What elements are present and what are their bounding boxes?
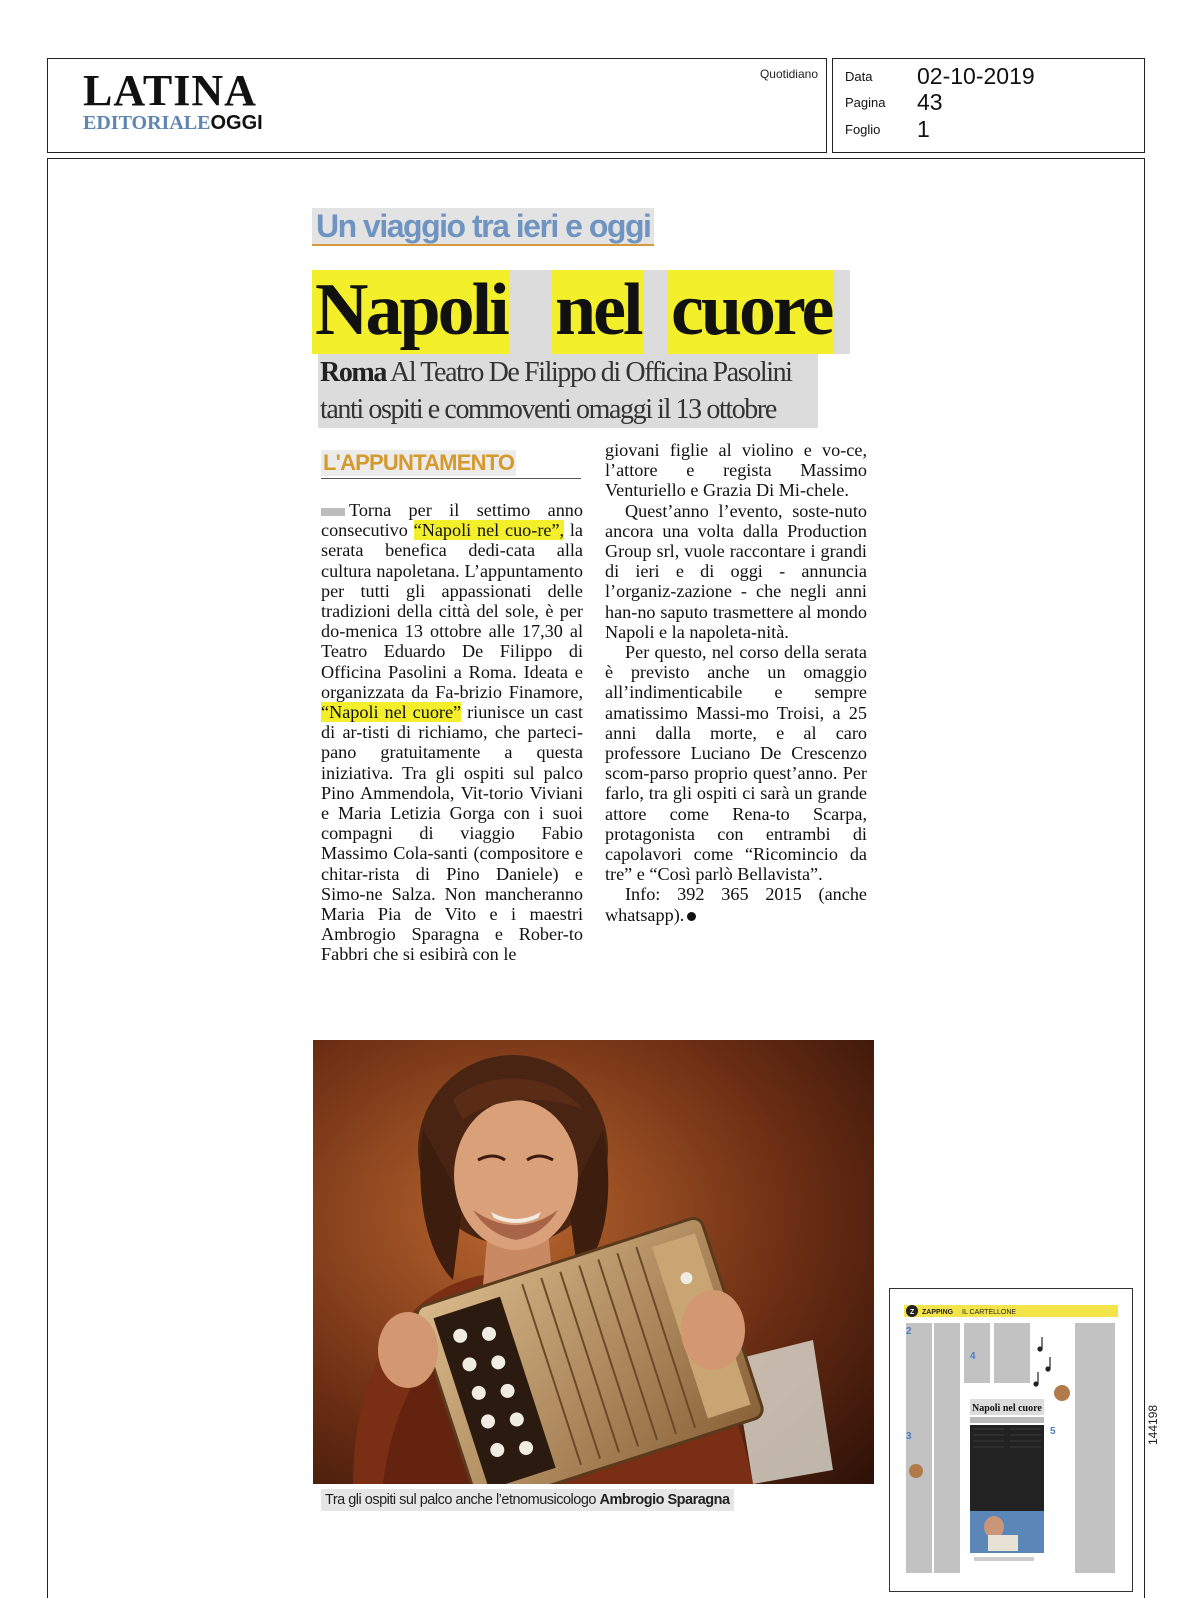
col1-text-b: la serata benefica dedi-cata alla cultura napoletana. L’appuntamento per tutti gli appassionati delle tradizioni della città del sole, è per do-menica 13 ottobre alle 17,30 al Teatro Eduardo De Filippo di Officina Pasolini a Roma. Ideata e organizzata da Fa-brizio Finamore, [321,520,583,702]
info-text: Info: 392 365 2015 (anche whatsapp). [605,884,867,925]
subhead-line1: Al Teatro De Filippo di Officina Pasolini [385,357,792,388]
masthead-box [47,58,827,153]
caption-name: Ambrogio Sparagna [599,1492,730,1508]
headline-word: cuore [668,270,834,354]
section-divider [321,478,581,479]
publication-type: Quotidiano [759,67,818,81]
thumb-headline: Napoli nel cuore [972,1403,1042,1414]
article-photo [313,1040,874,1484]
meta-foglio-row [845,116,930,143]
col2-paragraph: giovani figlie al violino e vo-ce, l’attore e regista Massimo Venturiello e Grazia Di Mi-chele. [605,440,867,501]
foglio-value: 1 [917,116,930,142]
logo-latina: LATINA [83,66,257,115]
logo-oggi: OGGI [210,112,263,134]
photo-caption [321,1489,734,1511]
thumb-num: 2 [906,1326,912,1337]
highlight-napoli-nel-cuore: “Napoli nel cuo-re”, [413,520,565,541]
pagina-value: 43 [917,89,943,115]
thumb-bar-label: ZAPPING [922,1309,954,1316]
col1-text-a: Torna per il settimo anno consecutivo [321,500,583,541]
metadata-box [832,58,1145,153]
paragraph-marker-icon [321,508,345,516]
col1-text-c: riunisce un cast di ar-tisti di richiamo, che parteci-pano gratuitamente a questa iniziativa. Tra gli ospiti sul palco Pino Ammendola, Vit-torio Viviani e Maria Letizia Gorga con i suoi compagni di viaggio Fabio Massimo Cola-santi (compositore e chitar-rista di Pino Daniele) e Simo-ne Salza. Non mancheranno Maria Pia de Vito e i maestri Ambrogio Sparagna e Rober-to Fabbri che si esibirà con le [321,702,583,965]
svg-text:Z: Z [910,1309,915,1316]
document-serial-number: 144198 [1146,1404,1160,1445]
logo-editoriale: EDITORIALE [83,112,211,134]
meta-pagina-row [845,89,943,116]
data-value: 02-10-2019 [917,63,1035,89]
article-headline [312,270,850,354]
thumb-num: 3 [906,1431,912,1442]
meta-data-row [845,63,1035,90]
section-label: L'APPUNTAMENTO [323,450,515,475]
pagina-label: Pagina [845,95,886,110]
thumb-num: 4 [970,1351,976,1362]
headline-word: Napoli [312,270,510,354]
thumb-num: 5 [1050,1426,1056,1437]
highlight-napoli-nel-cuore: “Napoli nel cuore” [321,702,462,723]
article-column-1 [321,500,583,965]
page-thumbnail [889,1288,1133,1592]
col2-paragraph: Quest’anno l’evento, soste-nuto ancora una volta dalla Production Group srl, vuole raccontare i grandi di ieri e di oggi - annuncia l’organiz-zazione - che negli anni han-no saputo trasmettere al mondo Napoli e la napoleta-nità. [605,500,867,642]
article-kicker: Un viaggio tra ieri e oggi [312,208,654,246]
article-subhead [318,354,818,428]
subhead-line2: tanti ospiti e commoventi omaggi il 13 ottobre [320,394,776,425]
col2-paragraph: Per questo, nel corso della serata è previsto anche un omaggio all’indimenticabile e sempre amatissimo Massi-mo Troisi, a 25 anni dalla morte, e al caro professore Luciano De Crescenzo scom-parso proprio quest’anno. Per farlo, tra gli ospiti ci sarà un grande attore come Rena-to Scarpa, protagonista con entrambi di capolavori come “Ricomincio da tre” e “Così parlò Bellavista”. [605,642,867,885]
data-label: Data [845,69,873,84]
headline-word: nel [552,270,644,354]
foglio-label: Foglio [845,122,881,137]
thumb-bar-section: IL CARTELLONE [962,1309,1017,1316]
end-of-article-icon [687,912,696,921]
article-column-2 [605,440,867,925]
subhead-lead: Roma [320,357,386,388]
logo-editoriale-oggi [83,113,263,133]
caption-text: Tra gli ospiti sul palco anche l’etnomusicologo [325,1492,600,1508]
col2-info-paragraph [605,884,867,924]
